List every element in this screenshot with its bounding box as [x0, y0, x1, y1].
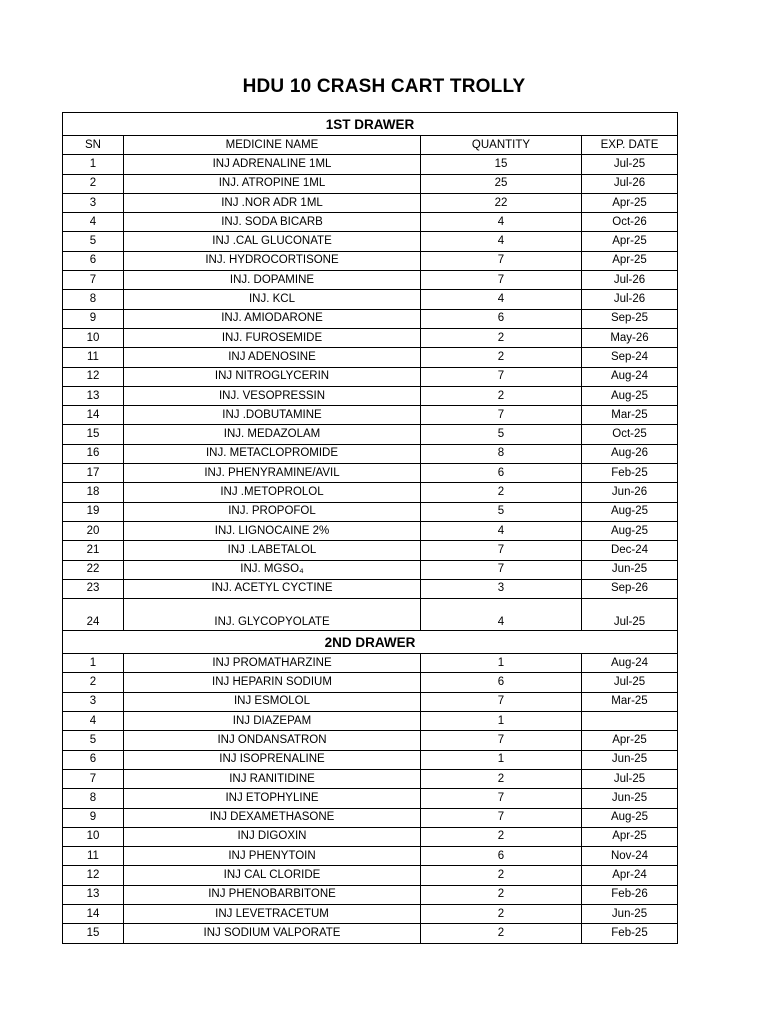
cell-sn: 6	[63, 251, 124, 270]
cell-sn: 14	[63, 904, 124, 923]
cell-exp-date: Sep-25	[582, 309, 678, 328]
cell-quantity: 4	[421, 213, 582, 232]
cell-exp-date: Oct-25	[582, 425, 678, 444]
cell-quantity: 6	[421, 464, 582, 483]
cell-quantity: 4	[421, 521, 582, 540]
cell-quantity: 6	[421, 847, 582, 866]
cell-quantity: 1	[421, 750, 582, 769]
cell-sn: 6	[63, 750, 124, 769]
table-row	[63, 750, 678, 769]
table-row	[63, 692, 678, 711]
cell-medicine-name: INJ. MGSO₄	[124, 560, 421, 579]
cell-quantity: 6	[421, 309, 582, 328]
cell-exp-date: Oct-26	[582, 213, 678, 232]
header-exp-date: EXP. DATE	[582, 136, 678, 155]
cell-quantity: 4	[421, 232, 582, 251]
cell-quantity: 7	[421, 789, 582, 808]
table-row	[63, 808, 678, 827]
cell-sn: 11	[63, 847, 124, 866]
cell-medicine-name: INJ. PROPOFOL	[124, 502, 421, 521]
cell-quantity: 22	[421, 193, 582, 212]
cell-exp-date: Jul-26	[582, 271, 678, 290]
cell-quantity: 7	[421, 406, 582, 425]
table-row	[63, 731, 678, 750]
cell-quantity: 2	[421, 348, 582, 367]
cell-exp-date: Jun-25	[582, 904, 678, 923]
cell-quantity: 7	[421, 560, 582, 579]
crash-cart-table	[62, 112, 678, 944]
cell-quantity: 7	[421, 692, 582, 711]
cell-exp-date: Jul-26	[582, 290, 678, 309]
cell-sn: 15	[63, 425, 124, 444]
cell-medicine-name: INJ .METOPROLOL	[124, 483, 421, 502]
cell-sn: 1	[63, 155, 124, 174]
table-row	[63, 464, 678, 483]
cell-quantity: 5	[421, 425, 582, 444]
page-title: HDU 10 CRASH CART TROLLY	[242, 76, 526, 97]
cell-medicine-name: INJ. LIGNOCAINE 2%	[124, 521, 421, 540]
table-row	[63, 599, 678, 631]
section-header-row	[63, 113, 678, 136]
cell-quantity: 7	[421, 731, 582, 750]
cell-medicine-name: INJ DIGOXIN	[124, 827, 421, 846]
cell-medicine-name: INJ .CAL GLUCONATE	[124, 232, 421, 251]
table-row	[63, 232, 678, 251]
cell-quantity: 2	[421, 328, 582, 347]
header-medicine-name: MEDICINE NAME	[124, 136, 421, 155]
cell-quantity: 6	[421, 673, 582, 692]
cell-medicine-name: INJ. MEDAZOLAM	[124, 425, 421, 444]
cell-sn: 20	[63, 521, 124, 540]
cell-sn: 7	[63, 271, 124, 290]
cell-sn: 15	[63, 924, 124, 943]
cell-exp-date: Aug-25	[582, 521, 678, 540]
cell-quantity: 4	[421, 290, 582, 309]
cell-medicine-name: INJ .NOR ADR 1ML	[124, 193, 421, 212]
cell-exp-date: Sep-24	[582, 348, 678, 367]
table-row	[63, 769, 678, 788]
cell-sn: 4	[63, 213, 124, 232]
table-row	[63, 367, 678, 386]
cell-quantity: 7	[421, 808, 582, 827]
table-row	[63, 174, 678, 193]
cell-medicine-name: INJ HEPARIN SODIUM	[124, 673, 421, 692]
cell-exp-date: Apr-25	[582, 827, 678, 846]
cell-quantity: 15	[421, 155, 582, 174]
table-row	[63, 386, 678, 405]
cell-medicine-name: INJ. AMIODARONE	[124, 309, 421, 328]
cell-medicine-name: INJ NITROGLYCERIN	[124, 367, 421, 386]
cell-exp-date: Aug-24	[582, 654, 678, 673]
cell-sn: 8	[63, 290, 124, 309]
table-row	[63, 541, 678, 560]
table-row	[63, 866, 678, 885]
cell-sn: 2	[63, 673, 124, 692]
cell-exp-date: Apr-25	[582, 251, 678, 270]
cell-medicine-name: INJ SODIUM VALPORATE	[124, 924, 421, 943]
section-title: 1ST DRAWER	[63, 113, 678, 136]
cell-quantity: 1	[421, 654, 582, 673]
cell-sn: 3	[63, 193, 124, 212]
cell-medicine-name: INJ. SODA BICARB	[124, 213, 421, 232]
table-row	[63, 444, 678, 463]
cell-quantity: 3	[421, 579, 582, 598]
cell-exp-date: Jul-25	[582, 599, 678, 631]
cell-exp-date: Sep-26	[582, 579, 678, 598]
table-row	[63, 560, 678, 579]
cell-medicine-name: INJ. HYDROCORTISONE	[124, 251, 421, 270]
table-body	[63, 113, 678, 944]
cell-sn: 22	[63, 560, 124, 579]
cell-exp-date: Apr-24	[582, 866, 678, 885]
section-header-row	[63, 631, 678, 654]
cell-medicine-name: INJ. ATROPINE 1ML	[124, 174, 421, 193]
cell-exp-date: Apr-25	[582, 232, 678, 251]
cell-medicine-name: INJ PROMATHARZINE	[124, 654, 421, 673]
cell-sn: 1	[63, 654, 124, 673]
cell-sn: 23	[63, 579, 124, 598]
cell-sn: 16	[63, 444, 124, 463]
table-row	[63, 673, 678, 692]
cell-sn: 14	[63, 406, 124, 425]
cell-quantity: 2	[421, 386, 582, 405]
cell-exp-date	[582, 712, 678, 731]
cell-medicine-name: INJ. DOPAMINE	[124, 271, 421, 290]
table-row	[63, 406, 678, 425]
cell-quantity: 8	[421, 444, 582, 463]
cell-sn: 12	[63, 367, 124, 386]
cell-quantity: 2	[421, 866, 582, 885]
table-row	[63, 712, 678, 731]
cell-sn: 9	[63, 309, 124, 328]
cell-exp-date: Jun-25	[582, 560, 678, 579]
cell-medicine-name: INJ ONDANSATRON	[124, 731, 421, 750]
cell-medicine-name: INJ. ACETYL CYCTINE	[124, 579, 421, 598]
cell-sn: 24	[63, 599, 124, 631]
cell-medicine-name: INJ PHENOBARBITONE	[124, 885, 421, 904]
cell-medicine-name: INJ. METACLOPROMIDE	[124, 444, 421, 463]
table-row	[63, 348, 678, 367]
cell-quantity: 2	[421, 483, 582, 502]
cell-quantity: 1	[421, 712, 582, 731]
cell-exp-date: Aug-26	[582, 444, 678, 463]
cell-sn: 13	[63, 386, 124, 405]
cell-medicine-name: INJ RANITIDINE	[124, 769, 421, 788]
cell-sn: 8	[63, 789, 124, 808]
cell-sn: 10	[63, 328, 124, 347]
table-row	[63, 904, 678, 923]
cell-medicine-name: INJ ESMOLOL	[124, 692, 421, 711]
cell-exp-date: Dec-24	[582, 541, 678, 560]
cell-medicine-name: INJ ADENOSINE	[124, 348, 421, 367]
cell-exp-date: Feb-25	[582, 464, 678, 483]
cell-sn: 9	[63, 808, 124, 827]
table-row	[63, 155, 678, 174]
cell-medicine-name: INJ. VESOPRESSIN	[124, 386, 421, 405]
header-sn: SN	[63, 136, 124, 155]
table-row	[63, 213, 678, 232]
cell-medicine-name: INJ .LABETALOL	[124, 541, 421, 560]
cell-quantity: 7	[421, 541, 582, 560]
cell-sn: 5	[63, 731, 124, 750]
column-header-row	[63, 136, 678, 155]
cell-medicine-name: INJ PHENYTOIN	[124, 847, 421, 866]
cell-sn: 17	[63, 464, 124, 483]
cell-medicine-name: INJ. GLYCOPYOLATE	[124, 599, 421, 631]
table-row	[63, 579, 678, 598]
table-row	[63, 328, 678, 347]
cell-exp-date: Aug-25	[582, 386, 678, 405]
cell-exp-date: Jul-25	[582, 769, 678, 788]
cell-quantity: 2	[421, 827, 582, 846]
cell-medicine-name: INJ ISOPRENALINE	[124, 750, 421, 769]
table-row	[63, 847, 678, 866]
cell-exp-date: Nov-24	[582, 847, 678, 866]
cell-medicine-name: INJ ADRENALINE 1ML	[124, 155, 421, 174]
cell-sn: 2	[63, 174, 124, 193]
cell-medicine-name: INJ CAL CLORIDE	[124, 866, 421, 885]
cell-medicine-name: INJ DEXAMETHASONE	[124, 808, 421, 827]
cell-medicine-name: INJ. KCL	[124, 290, 421, 309]
cell-exp-date: Feb-25	[582, 924, 678, 943]
cell-medicine-name: INJ DIAZEPAM	[124, 712, 421, 731]
cell-exp-date: Mar-25	[582, 406, 678, 425]
cell-exp-date: Jun-25	[582, 750, 678, 769]
table-row	[63, 885, 678, 904]
table-row	[63, 271, 678, 290]
cell-exp-date: Jul-25	[582, 155, 678, 174]
table-row	[63, 483, 678, 502]
cell-exp-date: Apr-25	[582, 193, 678, 212]
cell-sn: 18	[63, 483, 124, 502]
cell-medicine-name: INJ. FUROSEMIDE	[124, 328, 421, 347]
cell-exp-date: Feb-26	[582, 885, 678, 904]
cell-exp-date: May-26	[582, 328, 678, 347]
cell-exp-date: Jul-25	[582, 673, 678, 692]
cell-exp-date: Apr-25	[582, 731, 678, 750]
cell-quantity: 4	[421, 599, 582, 631]
cell-quantity: 2	[421, 924, 582, 943]
table-row	[63, 521, 678, 540]
cell-exp-date: Aug-25	[582, 502, 678, 521]
table-row	[63, 425, 678, 444]
table-row	[63, 789, 678, 808]
table-row	[63, 193, 678, 212]
cell-medicine-name: INJ .DOBUTAMINE	[124, 406, 421, 425]
cell-exp-date: Jun-26	[582, 483, 678, 502]
table-row	[63, 654, 678, 673]
table-row	[63, 827, 678, 846]
cell-quantity: 2	[421, 904, 582, 923]
table-row	[63, 502, 678, 521]
cell-quantity: 7	[421, 367, 582, 386]
cell-sn: 4	[63, 712, 124, 731]
cell-quantity: 2	[421, 769, 582, 788]
cell-sn: 12	[63, 866, 124, 885]
cell-medicine-name: INJ. PHENYRAMINE/AVIL	[124, 464, 421, 483]
cell-sn: 13	[63, 885, 124, 904]
cell-exp-date: Mar-25	[582, 692, 678, 711]
cell-sn: 19	[63, 502, 124, 521]
table-row	[63, 290, 678, 309]
cell-sn: 11	[63, 348, 124, 367]
table-row	[63, 309, 678, 328]
cell-medicine-name: INJ ETOPHYLINE	[124, 789, 421, 808]
cell-exp-date: Jul-26	[582, 174, 678, 193]
cell-sn: 10	[63, 827, 124, 846]
table-row	[63, 251, 678, 270]
cell-quantity: 2	[421, 885, 582, 904]
cell-sn: 5	[63, 232, 124, 251]
cell-medicine-name: INJ LEVETRACETUM	[124, 904, 421, 923]
cell-quantity: 7	[421, 251, 582, 270]
cell-sn: 7	[63, 769, 124, 788]
cell-exp-date: Aug-25	[582, 808, 678, 827]
cell-sn: 21	[63, 541, 124, 560]
cell-quantity: 5	[421, 502, 582, 521]
cell-quantity: 7	[421, 271, 582, 290]
table-row	[63, 924, 678, 943]
section-title: 2ND DRAWER	[63, 631, 678, 654]
cell-quantity: 25	[421, 174, 582, 193]
cell-sn: 3	[63, 692, 124, 711]
header-quantity: QUANTITY	[421, 136, 582, 155]
cell-exp-date: Aug-24	[582, 367, 678, 386]
cell-exp-date: Jun-25	[582, 789, 678, 808]
